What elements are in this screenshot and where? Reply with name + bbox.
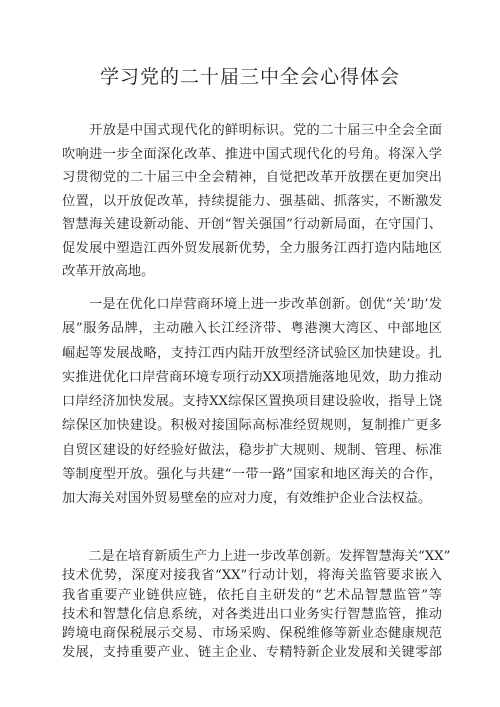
text-line: 改革开放高地。: [62, 264, 155, 279]
text-line: 习贯彻党的二十届三中全会精神，自觉把改革开放摆在更加突出: [62, 170, 442, 185]
document-title: 学习党的二十届三中全会心得体会: [99, 66, 400, 88]
text-line: 崛起等发展战略，支持江西内陆开放型经济试验区加快建设。扎: [62, 345, 442, 361]
text-line: 位置，以开放促改革，持续提能力、强基础、抓落实，不断激发: [62, 193, 442, 209]
text-line: 自贸区建设的好经验好做法，稳步扩大规则、规制、管理、标准: [62, 442, 442, 458]
text-line: 实推进优化口岸营商环境专项行动XX项措施落地见效，助力推动: [62, 369, 442, 385]
text-line: 二是在培育新质生产力上进一步改革创新。发挥智慧海关“XX”: [62, 549, 451, 564]
text-line: 促发展中塑造江西外贸发展新优势，全力服务江西打造内陆地区: [62, 240, 442, 256]
paragraph-second-point: [62, 547, 451, 663]
text-line: 我省重要产业链供应链，依托自主研发的“艺术品智慧监管”等: [62, 587, 442, 603]
text-line: 智慧海关建设新动能、开创“智关强国”行动新局面，在守国门、: [62, 217, 442, 232]
text-line: 展”服务品牌，主动融入长江经济带、粤港澳大湾区、中部地区: [62, 321, 442, 337]
text-line: 跨境电商保税展示交易、市场采购、保税维修等新业态健康规范: [62, 626, 442, 642]
text-line: 综保区加快建设。积极对接国际高标准经贸规则，复制推广更多: [62, 418, 442, 434]
text-line: 开放是中国式现代化的鲜明标识。党的二十届三中全会全面: [62, 123, 442, 138]
paragraph-first-point: [62, 293, 442, 512]
text-line: 技术优势，深度对接我省“XX”行动计划，将海关监管要求嵌入: [62, 568, 442, 584]
text-line: 技术和智慧化信息系统，对各类进出口业务实行智慧监管，推动: [62, 606, 442, 622]
text-line: 一是在优化口岸营商环境上进一步改革创新。创优“关’助’发: [62, 297, 442, 312]
text-line: 等制度型开放。强化与共建“一带一路”国家和地区海关的合作，: [62, 467, 442, 483]
text-line: 加大海关对国外贸易壁垒的应对力度，有效维护企业合法权益。: [62, 491, 432, 507]
text-line: 发展，支持重要产业、链主企业、专精特新企业发展和关键零部: [62, 645, 442, 661]
text-line: 口岸经济加快发展。支持XX综保区置换项目建设验收，指导上饶: [62, 394, 442, 410]
paragraph-intro: [62, 119, 442, 284]
text-line: 吹响进一步全面深化改革、推进中国式现代化的号角。将深入学: [62, 146, 442, 162]
